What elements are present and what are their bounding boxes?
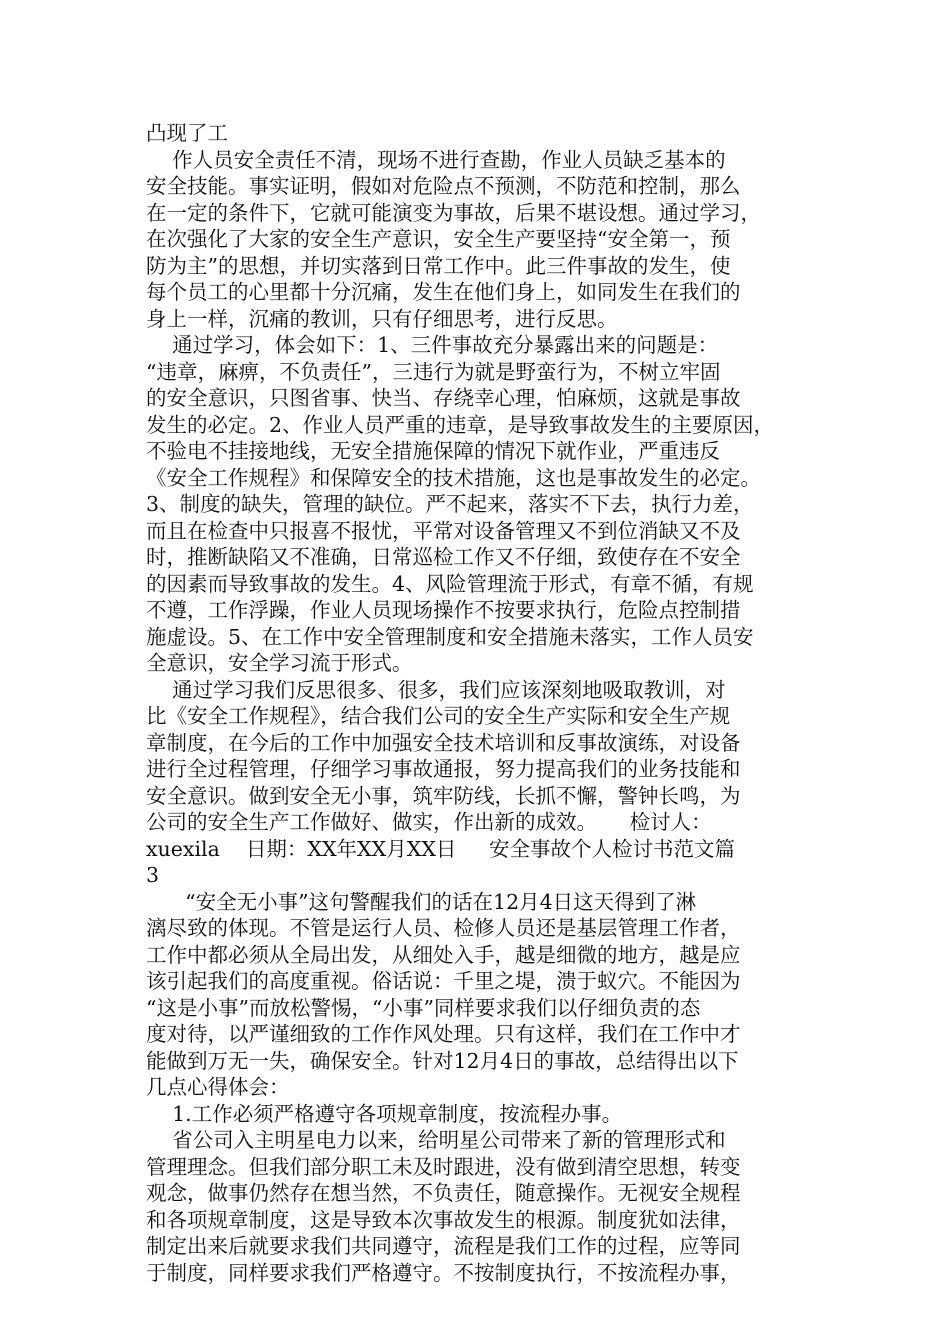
text-line: 发生的必定。2、作业人员严重的违章，是导致事故发生的主要原因，: [146, 412, 775, 437]
text-line: “安全无小事”这句警醒我们的话在12月4日这天得到了淋: [146, 889, 697, 914]
text-line: 施虚设。5、在工作中安全管理制度和安全措施未落实，工作人员安: [146, 624, 754, 649]
text-line: 章制度，在今后的工作中加强安全技术培训和反事故演练，对设备: [146, 730, 741, 755]
text-line: “这是小事”而放松警惕，“小事”同样要求我们以仔细负责的态: [146, 995, 701, 1020]
text-line: 漓尽致的体现。不管是运行人员、检修人员还是基层管理工作者，: [146, 916, 741, 940]
text-line: 管理理念。但我们部分职工未及时跟进，没有做到清空思想，转变: [146, 1154, 741, 1179]
text-line: 身上一样，沉痛的教训，只有仔细思考，进行反思。: [146, 306, 618, 331]
text-line: 凸现了工: [146, 121, 228, 145]
text-line: 公司的安全生产工作做好、做实，作出新的成效。 检讨人：: [146, 810, 712, 834]
text-line: 1.工作必须严格遵守各项规章制度，按流程办事。: [146, 1101, 623, 1126]
text-line: 不验电不挂接地线，无安全措施保障的情况下就作业，严重违反: [146, 439, 720, 463]
text-line: 3: [146, 863, 160, 887]
text-line: 于制度，同样要求我们严格遵守。不按制度执行，不按流程办事，: [146, 1260, 741, 1285]
text-line: 3、制度的缺失，管理的缺位。严不起来，落实不下去，执行力差，: [146, 492, 754, 516]
text-line: 在一定的条件下，它就可能演变为事故，后果不堪设想。通过学习，: [146, 200, 761, 225]
text-line: 几点心得体会：: [146, 1075, 290, 1099]
text-line: 比《安全工作规程》，结合我们公司的安全生产实际和安全生产规: [146, 704, 731, 728]
text-line: 时，推断缺陷又不准确，日常巡检工作又不仔细，致使存在不安全: [146, 545, 741, 569]
text-line: 的安全意识，只图省事、快当、存绕幸心理，怕麻烦，这就是事故: [146, 386, 741, 410]
text-line: 通过学习，体会如下：1、三件事故充分暴露出来的问题是：: [146, 333, 719, 357]
text-line: 通过学习我们反思很多、很多，我们应该深刻地吸取教训，对: [146, 677, 726, 702]
text-line: 作人员安全责任不清，现场不进行查勘，作业人员缺乏基本的: [146, 147, 726, 172]
text-line: “违章，麻痹，不负责任”，三违行为就是野蛮行为，不树立牢固: [146, 359, 721, 384]
text-line: 防为主”的思想，并切实落到日常工作中。此三件事故的发生，使: [146, 253, 731, 278]
text-line: 工作中都必须从全局出发，从细处入手，越是细微的地方，越是应: [146, 942, 741, 967]
text-line: 和各项规章制度，这是导致本次事故发生的根源。制度犹如法律，: [146, 1207, 741, 1232]
text-line: 每个员工的心里都十分沉痛，发生在他们身上，如同发生在我们的: [146, 280, 741, 304]
document-page: [146, 120, 824, 1286]
text-line: 制定出来后就要求我们共同遵守，流程是我们工作的过程，应等同: [146, 1234, 741, 1258]
text-line: 《安全工作规程》和保障安全的技术措施，这也是事故发生的必定。: [146, 465, 761, 490]
text-line: 度对待，以严谨细致的工作作风处理。只有这样，我们在工作中才: [146, 1022, 741, 1046]
text-line: 安全技能。事实证明，假如对危险点不预测，不防范和控制，那么: [146, 174, 741, 198]
text-line: 在次强化了大家的安全生产意识，安全生产要坚持“安全第一，预: [146, 227, 731, 251]
text-line: 省公司入主明星电力以来，给明星公司带来了新的管理形式和: [146, 1128, 726, 1152]
text-line: 该引起我们的高度重视。俗话说：千里之堤，溃于蚁穴。不能因为: [146, 969, 741, 993]
text-line: 能做到万无一失，确保安全。针对12月4日的事故，总结得出以下: [146, 1048, 739, 1073]
text-line: 全意识，安全学习流于形式。: [146, 651, 413, 675]
text-line: 而且在检查中只报喜不报忧，平常对设备管理又不到位消缺又不及: [146, 518, 741, 543]
text-line: 的因素而导致事故的发生。4、风险管理流于形式，有章不循，有规: [146, 571, 754, 596]
text-line: 安全意识。做到安全无小事，筑牢防线，长抓不懈，警钟长鸣，为: [146, 783, 741, 808]
text-line: 观念，做事仍然存在想当然，不负责任，随意操作。无视安全规程: [146, 1181, 741, 1205]
text-line: 不遵，工作浮躁，作业人员现场操作不按要求执行，危险点控制措: [146, 598, 741, 622]
text-line: xuexila 日期：XX年XX月XX日 安全事故个人检讨书范文篇: [146, 836, 736, 861]
text-line: 进行全过程管理，仔细学习事故通报，努力提高我们的业务技能和: [146, 757, 741, 781]
